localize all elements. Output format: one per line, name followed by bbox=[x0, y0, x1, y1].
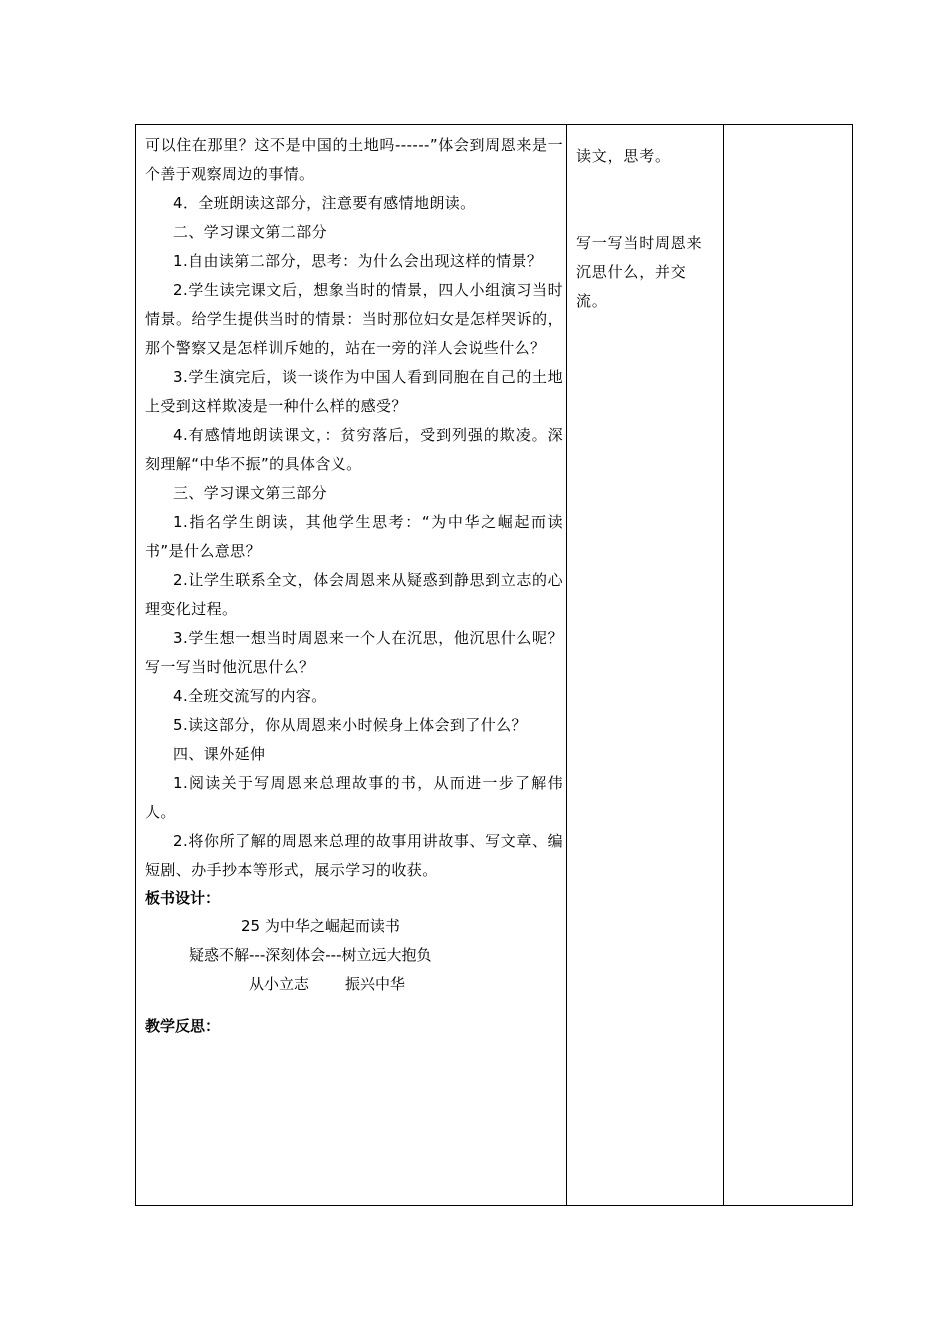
process-paragraph-11: 5.读这部分，你从周恩来小时候身上体会到了什么？ bbox=[173, 716, 527, 734]
board-motto-right: 振兴中华 bbox=[345, 975, 406, 993]
teaching-process-column bbox=[136, 125, 567, 1205]
student-activity-1: 读文，思考。 bbox=[576, 147, 671, 165]
process-paragraph-2: 4．全班朗读这部分，注意要有感情地朗读。 bbox=[173, 194, 476, 212]
process-paragraph-7: 1.指名学生朗读，其他学生思考：“为中华之崛起而读书”是什么意思？ bbox=[145, 513, 563, 560]
reflection-heading: 教学反思： bbox=[145, 1017, 221, 1035]
process-paragraph-9: 3.学生想一想当时周恩来一个人在沉思，他沉思什么呢？写一写当时他沉思什么？ bbox=[145, 629, 563, 676]
student-activity-2: 写一写当时周恩来沉思什么，并交流。 bbox=[576, 234, 703, 310]
process-paragraph-6: 4.有感情地朗读课文，：贫穷落后，受到列强的欺凌。深刻理解“中华不振”的具体含义。 bbox=[145, 426, 563, 473]
notes-column bbox=[724, 125, 852, 1205]
student-activity-1-box bbox=[576, 142, 718, 171]
process-paragraph-10: 4.全班交流写的内容。 bbox=[173, 687, 327, 705]
student-activity-2-box bbox=[576, 229, 718, 316]
process-paragraph-5: 3.学生演完后，谈一谈作为中国人看到同胞在自己的土地上受到这样欺凌是一种什么样的感受？ bbox=[145, 368, 563, 415]
process-paragraph-8: 2.让学生联系全文，体会周恩来从疑惑到静思到立志的心理变化过程。 bbox=[145, 571, 563, 618]
process-paragraph-4: 2.学生读完课文后，想象当时的情景，四人小组演习当时情景。给学生提供当时的情景：当时那位妇女是怎样哭诉的，那个警察又是怎样训斥她的，站在一旁的洋人会说些什么？ bbox=[145, 281, 563, 357]
board-title: 25 为中华之崛起而读书 bbox=[241, 917, 400, 935]
board-motto bbox=[145, 970, 563, 999]
student-activity-column bbox=[567, 125, 724, 1205]
section-heading-extension: 四、课外延伸 bbox=[173, 745, 266, 763]
section-heading-part-three: 三、学习课文第三部分 bbox=[173, 484, 328, 502]
process-paragraph-3: 1.自由读第二部分，思考：为什么会出现这样的情景？ bbox=[173, 252, 543, 270]
board-design-heading: 板书设计： bbox=[145, 889, 221, 907]
process-paragraph-12: 1.阅读关于写周恩来总理故事的书，从而进一步了解伟人。 bbox=[145, 774, 563, 821]
teaching-process-content bbox=[145, 131, 563, 1040]
section-heading-part-two: 二、学习课文第二部分 bbox=[173, 223, 328, 241]
lesson-plan-table bbox=[135, 124, 853, 1206]
board-motto-left: 从小立志 bbox=[249, 975, 310, 993]
board-flow: 疑惑不解---深刻体会---树立远大抱负 bbox=[189, 946, 432, 964]
process-paragraph-13: 2.将你所了解的周恩来总理的故事用讲故事、写文章、编短剧、办手抄本等形式，展示学习的收获。 bbox=[145, 832, 563, 879]
process-paragraph-1: 可以住在那里？这不是中国的土地吗------”体会到周恩来是一个善于观察周边的事情。 bbox=[145, 136, 563, 183]
